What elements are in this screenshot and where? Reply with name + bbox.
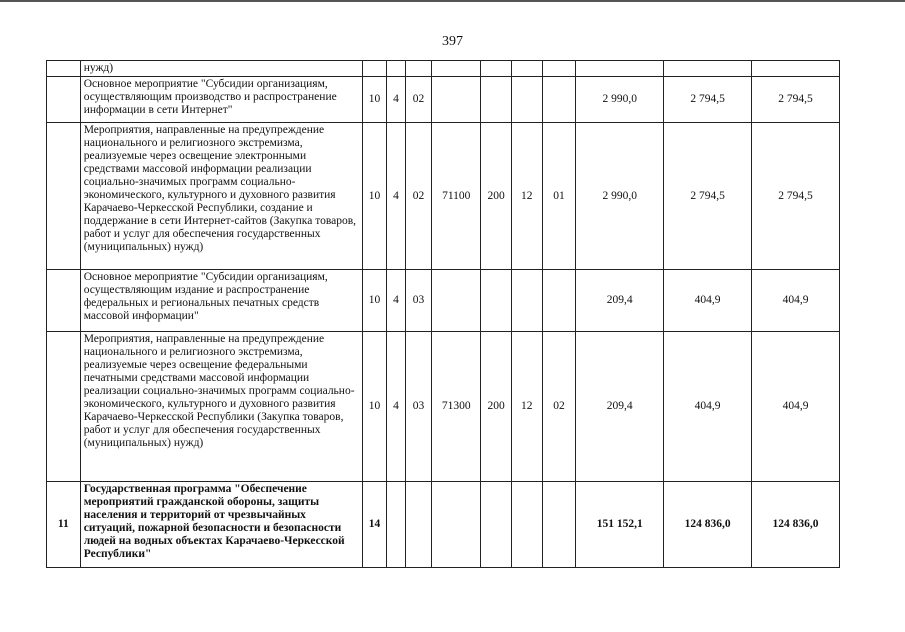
description-cell: нужд): [80, 61, 362, 77]
amount-year1-cell: 209,4: [576, 270, 664, 332]
subsection-code-cell: [387, 61, 405, 77]
expense-type-cell: [481, 270, 512, 332]
section-code-cell: [362, 61, 387, 77]
budget-table: [46, 60, 840, 568]
section-code-cell: 10: [362, 270, 387, 332]
code-b-cell: [542, 270, 576, 332]
target-item-code-cell: [432, 482, 481, 568]
target-item-code-cell: [432, 270, 481, 332]
amount-year1-cell: 2 990,0: [576, 123, 664, 270]
target-item-code-cell: [432, 61, 481, 77]
description-cell: Мероприятия, направленные на предупреждение национального и религиозного экстремизма, реализуемые через освещение федеральными печатными средствами массовой информации реализации социально-значимых программ социально-экономического, культурного и духовного развития Карачаево-Черкесской Республики (Закупка товаров, работ и услуг для обеспечения государственных (муниципальных) нужд): [80, 332, 362, 482]
row-index-cell: [47, 332, 81, 482]
amount-year3-cell: 2 794,5: [752, 123, 840, 270]
amount-year1-cell: [576, 61, 664, 77]
amount-year1-cell: 151 152,1: [576, 482, 664, 568]
expense-type-cell: [481, 482, 512, 568]
section-code-cell: 10: [362, 332, 387, 482]
amount-year3-cell: 2 794,5: [752, 77, 840, 123]
table-row: [47, 482, 840, 568]
code-a-cell: [511, 270, 542, 332]
amount-year2-cell: 404,9: [664, 332, 752, 482]
description-cell: Государственная программа "Обеспечение мероприятий гражданской обороны, защиты населения и территорий от чрезвычайных ситуаций, пожарной безопасности и безопасности людей на водных объектах Карачаево-Черкесской Республики": [80, 482, 362, 568]
scan-edge-line: [0, 0, 905, 2]
amount-year3-cell: 124 836,0: [752, 482, 840, 568]
table-row: [47, 332, 840, 482]
program-code-cell: [405, 482, 432, 568]
page-number: 397: [442, 34, 463, 49]
program-code-cell: [405, 61, 432, 77]
code-b-cell: [542, 77, 576, 123]
amount-year2-cell: 2 794,5: [664, 123, 752, 270]
table-row: [47, 123, 840, 270]
target-item-code-cell: 71100: [432, 123, 481, 270]
target-item-code-cell: [432, 77, 481, 123]
target-item-code-cell: 71300: [432, 332, 481, 482]
description-cell: Основное мероприятие "Субсидии организациям, осуществляющим издание и распространение федеральных и региональных печатных средств массовой информации": [80, 270, 362, 332]
row-index-cell: [47, 123, 81, 270]
table-row: [47, 270, 840, 332]
amount-year2-cell: 2 794,5: [664, 77, 752, 123]
subsection-code-cell: 4: [387, 270, 405, 332]
section-code-cell: 10: [362, 123, 387, 270]
amount-year1-cell: 209,4: [576, 332, 664, 482]
program-code-cell: 03: [405, 332, 432, 482]
section-code-cell: 10: [362, 77, 387, 123]
code-b-cell: [542, 482, 576, 568]
description-cell: Мероприятия, направленные на предупреждение национального и религиозного экстремизма, реализуемые через освещение электронными средствами массовой информации реализации социально-значимых программ социально-экономического, культурного и духовного развития Карачаево-Черкесской Республики, создание и поддержание в сети Интернет-сайтов (Закупка товаров, работ и услуг для обеспечения государственных (муниципальных) нужд): [80, 123, 362, 270]
table-row: [47, 61, 840, 77]
code-a-cell: 12: [511, 332, 542, 482]
row-index-cell: [47, 270, 81, 332]
row-index-cell: [47, 61, 81, 77]
subsection-code-cell: 4: [387, 77, 405, 123]
table-row: [47, 77, 840, 123]
program-code-cell: 02: [405, 123, 432, 270]
code-b-cell: [542, 61, 576, 77]
subsection-code-cell: 4: [387, 332, 405, 482]
amount-year3-cell: [752, 61, 840, 77]
expense-type-cell: [481, 61, 512, 77]
amount-year2-cell: 124 836,0: [664, 482, 752, 568]
code-b-cell: 01: [542, 123, 576, 270]
expense-type-cell: 200: [481, 123, 512, 270]
code-a-cell: [511, 77, 542, 123]
amount-year3-cell: 404,9: [752, 270, 840, 332]
amount-year3-cell: 404,9: [752, 332, 840, 482]
amount-year2-cell: 404,9: [664, 270, 752, 332]
code-b-cell: 02: [542, 332, 576, 482]
expense-type-cell: 200: [481, 332, 512, 482]
program-code-cell: 02: [405, 77, 432, 123]
code-a-cell: [511, 482, 542, 568]
section-code-cell: 14: [362, 482, 387, 568]
row-index-cell: 11: [47, 482, 81, 568]
description-cell: Основное мероприятие "Субсидии организациям, осуществляющим производство и распространение информации в сети Интернет": [80, 77, 362, 123]
subsection-code-cell: 4: [387, 123, 405, 270]
subsection-code-cell: [387, 482, 405, 568]
amount-year2-cell: [664, 61, 752, 77]
code-a-cell: [511, 61, 542, 77]
amount-year1-cell: 2 990,0: [576, 77, 664, 123]
expense-type-cell: [481, 77, 512, 123]
row-index-cell: [47, 77, 81, 123]
code-a-cell: 12: [511, 123, 542, 270]
program-code-cell: 03: [405, 270, 432, 332]
